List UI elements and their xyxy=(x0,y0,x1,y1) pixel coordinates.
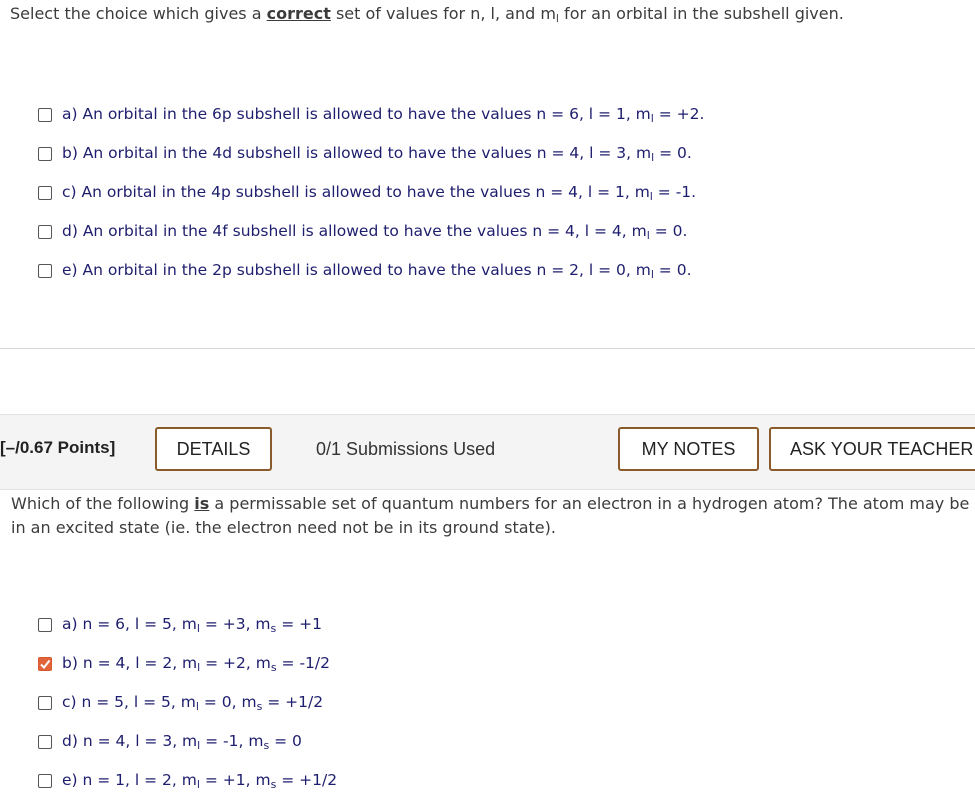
q1-checkbox-d[interactable] xyxy=(38,225,52,239)
q1-choice-e[interactable] xyxy=(38,260,692,282)
q1-checkbox-b[interactable] xyxy=(38,147,52,161)
q1-checkbox-a[interactable] xyxy=(38,108,52,122)
my-notes-button[interactable]: MY NOTES xyxy=(618,427,759,471)
question1-prompt-end: for an orbital in the subshell given. xyxy=(558,4,844,23)
question1-prompt-post: set of values for n, l, and m xyxy=(330,4,556,23)
q2-checkbox-c[interactable] xyxy=(38,696,52,710)
question2-prompt-post: a permissable set of quantum numbers for an electron in a hydrogen atom? The atom may be in an excited state (ie. the electron need not be in its ground state). xyxy=(11,494,970,537)
q2-choice-c[interactable] xyxy=(38,692,323,714)
q1-choice-b[interactable] xyxy=(38,143,692,165)
q1-choice-c-label: c) An orbital in the 4p subshell is allowed to have the values n = 4, l = 1, $m_l = -1$. xyxy=(62,183,697,203)
q2-choice-d-label: d) n = 4, l = 3, $m_l = -1$, $m_s = 0$ xyxy=(62,732,302,752)
q2-checkbox-d[interactable] xyxy=(38,735,52,749)
q1-choice-d-label: d) An orbital in the 4f subshell is allowed to have the values n = 4, l = 4, $m_l = 0$. xyxy=(62,222,688,242)
q1-checkbox-c[interactable] xyxy=(38,186,52,200)
q1-choice-d[interactable] xyxy=(38,221,687,243)
q2-choice-e[interactable] xyxy=(38,770,337,792)
q1-choice-a-label: a) An orbital in the 6p subshell is allowed to have the values n = 6, l = 1, $m_l = +2$. xyxy=(62,105,705,125)
points-label: [–/0.67 Points] xyxy=(0,438,116,457)
q2-choice-c-label: c) n = 5, l = 5, $m_l = 0$, $m_s = +1/2$ xyxy=(62,693,324,713)
submissions-count: 0/1 Submissions Used xyxy=(316,439,496,459)
q1-choice-e-label: e) An orbital in the 2p subshell is allowed to have the values n = 2, l = 0, $m_l = 0$. xyxy=(62,261,692,281)
question1-prompt-emph: correct xyxy=(266,4,331,23)
ask-your-teacher-button[interactable]: ASK YOUR TEACHER xyxy=(769,427,975,471)
q2-checkbox-a[interactable] xyxy=(38,618,52,632)
q1-choice-a[interactable] xyxy=(38,104,704,126)
q1-checkbox-e[interactable] xyxy=(38,264,52,278)
question1-prompt-sub: l xyxy=(555,12,559,25)
q2-choice-a-label: a) n = 6, l = 5, $m_l = +3$, $m_s = +1$ xyxy=(62,615,322,635)
question1-prompt xyxy=(10,4,844,25)
question1-prompt-pre: Select the choice which gives a xyxy=(10,4,267,23)
q2-choice-b-label: b) n = 4, l = 2, $m_l = +2$, $m_s = -1/2$ xyxy=(62,654,330,674)
question2-prompt-emph: is xyxy=(194,494,210,513)
q1-choice-c[interactable] xyxy=(38,182,696,204)
q2-choice-e-label: e) n = 1, l = 2, $m_l = +1$, $m_s = +1/2$ xyxy=(62,771,338,791)
question2-prompt-pre: Which of the following xyxy=(11,494,195,513)
q2-choice-b[interactable] xyxy=(38,653,330,675)
question2-prompt xyxy=(11,492,975,540)
question-divider xyxy=(0,348,975,349)
checkmark-icon xyxy=(39,658,51,670)
q2-choice-d[interactable] xyxy=(38,731,302,753)
q2-checkbox-e[interactable] xyxy=(38,774,52,788)
q2-choice-a[interactable] xyxy=(38,614,322,636)
details-button[interactable]: DETAILS xyxy=(155,427,272,471)
q1-choice-b-label: b) An orbital in the 4d subshell is allowed to have the values n = 4, l = 3, $m_l = 0$. xyxy=(62,144,692,164)
q2-checkbox-b-checked[interactable] xyxy=(38,657,52,671)
